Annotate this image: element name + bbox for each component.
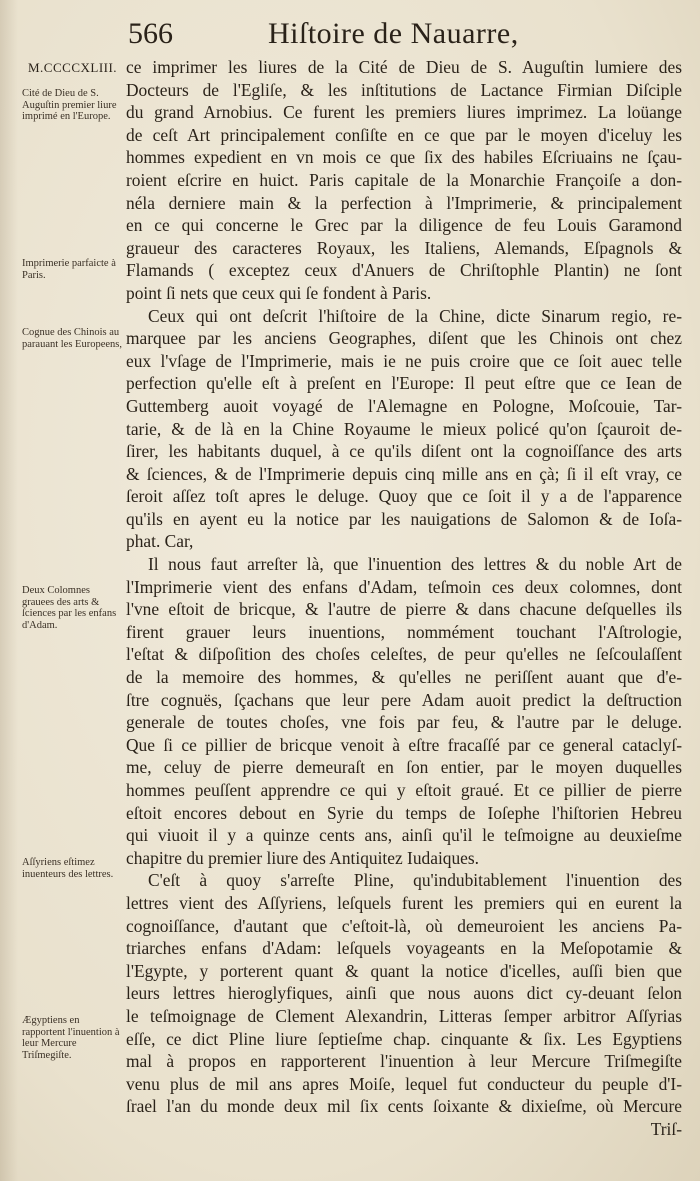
text-line: Flamands ( exceptez ceux d'Anuers de Chriſtophle Plantin) ne ſont — [126, 260, 682, 281]
text-line: en ce qui concerne le Grec par la diligence de feu Louis Garamond — [126, 215, 682, 236]
text-line: Docteurs de l'Egliſe, & les inſtitutions de Lactance Firmian Diſciple — [126, 79, 682, 100]
text-line: tarie, & de là en la Chine Royaume le mieux policé qu'on ſçauroit de- — [126, 418, 682, 439]
text-line: graueur des caracteres Royaux, les Italiens, Alemands, Eſpagnols & — [126, 237, 682, 258]
text-line: eſſe, ce dict Pline liure ſeptieſme chap. cinquante & ſix. Les Egyptiens — [126, 1028, 682, 1049]
text-line: Ceux qui ont deſcrit l'hiſtoire de la Chine, dicte Sinarum regio, re- — [148, 305, 682, 326]
text-line: point ſi nets que ceux qui ſe fondent à Paris. — [126, 282, 432, 303]
text-line: ſeroit aſſez toſt apres le deluge. Quoy que ce ſoit il y a de l'apparence — [126, 486, 682, 507]
text-line: ce imprimer les liures de la Cité de Dieu de S. Auguſtin lumiere des — [126, 57, 682, 77]
text-line: l'vne eſtoit de bricque, & l'autre de pierre & dans chacune deſquelles ils — [126, 599, 682, 620]
text-line: venu plus de mil ans apres Moiſe, lequel fut conducteur du peuple d'I- — [126, 1073, 682, 1094]
page-fold-shadow — [0, 0, 18, 1181]
text-line: de ceſt Art principalement conſiſte en ce que par le moyen d'iceluy les — [126, 124, 682, 145]
text-line: chapitre du premier liure des Antiquitez Iudaiques. — [126, 847, 480, 868]
text-line: néla derniere main & la perfection à l'Imprimerie, & principalement — [126, 192, 682, 213]
text-line: le teſmoignage de Clement Alexandrin, Litteras ſemper arbitror Aſſyrias — [126, 1005, 682, 1026]
text-line: cognoiſſance, d'autant que c'eſtoit-là, où demeuroient les anciens Pa- — [126, 915, 682, 936]
sidenote-imprimerie-paris: Imprimerie parfaicte à Paris. — [22, 258, 116, 281]
text-line: de la memoire des hommes, & qu'elles ne periſſent auant que d'e- — [126, 667, 682, 688]
text-line: lettres vient des Aſſyriens, leſquels furent les premiers qui en eurent la — [126, 892, 682, 913]
text-line: Guttemberg auoit voyagé de l'Alemagne en Pologne, Moſcouie, Tar- — [126, 395, 682, 416]
text-line: Que ſi ce pillier de bricque venoit à eſtre fracaſſé par ce general cataclyſ- — [126, 734, 682, 755]
text-line: hommes peuſſent apprendre ce qui y eſtoit graué. Et ce pillier de pierre — [126, 780, 682, 800]
text-line: Il nous faut arreſter là, que l'inuention des lettres & du noble Art de — [148, 554, 682, 575]
sidenote-deux-colomnes: Deux Colomnes grauees des arts & ſciences par les enfans d'Adam. — [22, 585, 117, 631]
page-header — [0, 14, 700, 54]
text-line: generale de toutes choſes, vne fois par feu, & l'autre par le deluge. — [126, 712, 682, 733]
text-line: eux l'vſage de l'Imprimerie, mais ie ne puis croire que ce ſoit auec telle — [126, 350, 682, 371]
sidenote-chinois: Cognue des Chinois au parauant les Europeens, — [22, 327, 123, 350]
text-line: ſrael l'an du monde deux mil ſix cents ſoixante & dixieſme, où Mercure — [126, 1096, 682, 1117]
text-line: me, celuy de pierre demeuraſt en ſon entier, par le moyen duquelles — [126, 757, 682, 778]
running-title: Hiſtoire de Nauarre, — [268, 17, 519, 50]
text-line: ſtre cognuës, ſçachans que leur pere Adam auoit predict la deſtruction — [126, 689, 682, 710]
text-line: marquee par les anciens Geographes, diſent que les Chinois ont chez — [126, 328, 682, 349]
text-line: roient eſcrire en huict. Paris capitale de la Monarchie Françoiſe a don- — [126, 169, 682, 190]
text-line: triarches enfans d'Adam: leſquels voyageants en la Meſopotamie & — [126, 938, 682, 959]
text-line: firent grauer leurs inuentions, nommément touchant l'Aſtrologie, — [126, 621, 682, 642]
sidenote-aegyptiens: Ægyptiens en rapportent l'inuention à leur Mercure Triſmegiſte. — [22, 1015, 120, 1061]
text-line: eſtoit encores debout en Syrie du temps de Ioſephe l'hiſtorien Hebreu — [126, 802, 682, 823]
text-line: leurs lettres hieroglyfiques, ainſi que nous auons dict cy-deuant ſelon — [126, 983, 682, 1004]
body-text — [126, 56, 682, 1141]
page-number: 566 — [128, 17, 173, 50]
text-line: ſirer, les habitants duquel, à ce qu'ils diſent ont la cognoiſſance des arts — [126, 441, 682, 462]
text-line: l'Egypte, y porterent quant & quant la notice d'icelles, auſſi bien que — [126, 960, 682, 981]
text-line: qu'ils en ayent eu la notice par les nauigations de Salomon & de Ioſa- — [126, 508, 682, 529]
text-line: mal à propos en rapporterent l'inuention à leur Mercure Triſmegiſte — [126, 1051, 682, 1072]
text-line: qui viuoit il y a quinze cents ans, ainſi qu'il le teſmoigne au deuxieſme — [126, 825, 682, 846]
text-line: l'Imprimerie vient des enfans d'Adam, teſmoin ces deux colomnes, dont — [126, 576, 682, 597]
text-line: du grand Arnobius. Ce furent les premiers liures imprimez. La loüange — [126, 102, 682, 123]
text-line: perfection qu'elle eſt à preſent en l'Europe: Il peut eſtre que ce Iean de — [126, 373, 682, 394]
text-line: hommes expedient en vn mois ce que ſix des habiles Eſcriuains ne ſçau- — [126, 147, 682, 168]
sidenote-cite-de-dieu: Cité de Dieu de S. Auguſtin premier liure imprimé en l'Europe. — [22, 88, 117, 122]
catchword: Triſ- — [650, 1118, 682, 1139]
sidenote-assyriens: Aſſyriens eſtimez inuenteurs des lettres. — [22, 857, 114, 880]
margin-year: M.CCCCXLIII. — [28, 60, 118, 75]
text-line: & ſciences, & de l'Imprimerie depuis cinq mille ans en çà; ſi il eſt vray, ce — [126, 463, 682, 484]
text-line: C'eſt à quoy s'arreſte Pline, qu'indubitablement l'inuention des — [148, 870, 682, 891]
text-line: phat. Car, — [126, 531, 194, 552]
text-line: l'eſtat & diſpoſition des choſes celeſtes, de peur qu'elles ne ſeſcoulaſſent — [126, 644, 682, 665]
